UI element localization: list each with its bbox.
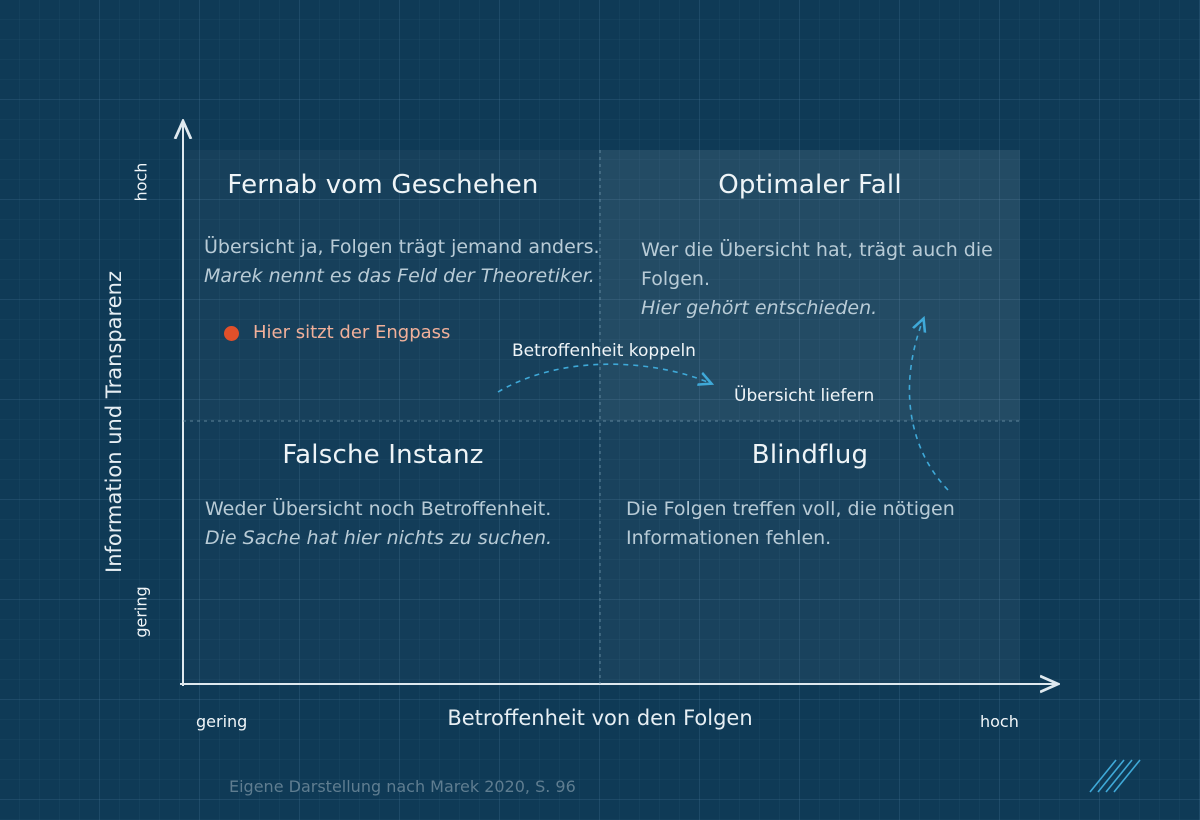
quadrant-text-bottom-left xyxy=(205,495,552,553)
quadrant-text-note: Hier gehört entschieden. xyxy=(641,297,878,319)
x-axis-low-label: gering xyxy=(196,712,248,731)
quadrant-text-bottom-right xyxy=(626,495,955,553)
y-axis-high-label: hoch xyxy=(131,162,151,202)
quadrant-text-line: Übersicht ja, Folgen trägt jemand anders. xyxy=(204,236,600,258)
quadrant-title-top-right: Optimaler Fall xyxy=(718,170,902,200)
quadrant-text-line: Wer die Übersicht hat, trägt auch die xyxy=(641,239,993,261)
overview-arrow-label: Übersicht liefern xyxy=(734,386,875,406)
bottleneck-label: Hier sitzt der Engpass xyxy=(253,322,451,343)
x-axis-high-label: hoch xyxy=(980,712,1019,731)
quadrant-title-top-left: Fernab vom Geschehen xyxy=(227,170,539,200)
bottleneck-marker xyxy=(224,326,239,341)
source-note: Eigene Darstellung nach Marek 2020, S. 96 xyxy=(229,777,576,796)
quadrant-title-bottom-left: Falsche Instanz xyxy=(282,440,484,470)
quadrant-text-top-right xyxy=(641,236,993,323)
quadrant-text-line: Weder Übersicht noch Betroffenheit. xyxy=(205,498,552,520)
quadrant-text-line: Die Folgen treffen voll, die nötigen xyxy=(626,498,955,520)
y-axis-low-label: gering xyxy=(131,586,151,638)
coupling-arrow-label: Betroffenheit koppeln xyxy=(512,341,696,361)
decorative-hatch-icon xyxy=(1088,758,1144,794)
quadrant-text-line: Folgen. xyxy=(641,268,710,290)
quadrant-text-note: Die Sache hat hier nichts zu suchen. xyxy=(205,527,553,549)
quadrant-text-line: Informationen fehlen. xyxy=(626,527,832,549)
quadrant-text-note: Marek nennt es das Feld der Theoretiker. xyxy=(204,265,595,287)
quadrant-title-bottom-right: Blindflug xyxy=(751,440,869,470)
quadrant-text-top-left xyxy=(204,233,600,291)
coupling-arrow xyxy=(498,364,710,392)
x-axis-title: Betroffenheit von den Folgen xyxy=(447,706,753,730)
y-axis-title: Information und Transparenz xyxy=(102,271,126,573)
